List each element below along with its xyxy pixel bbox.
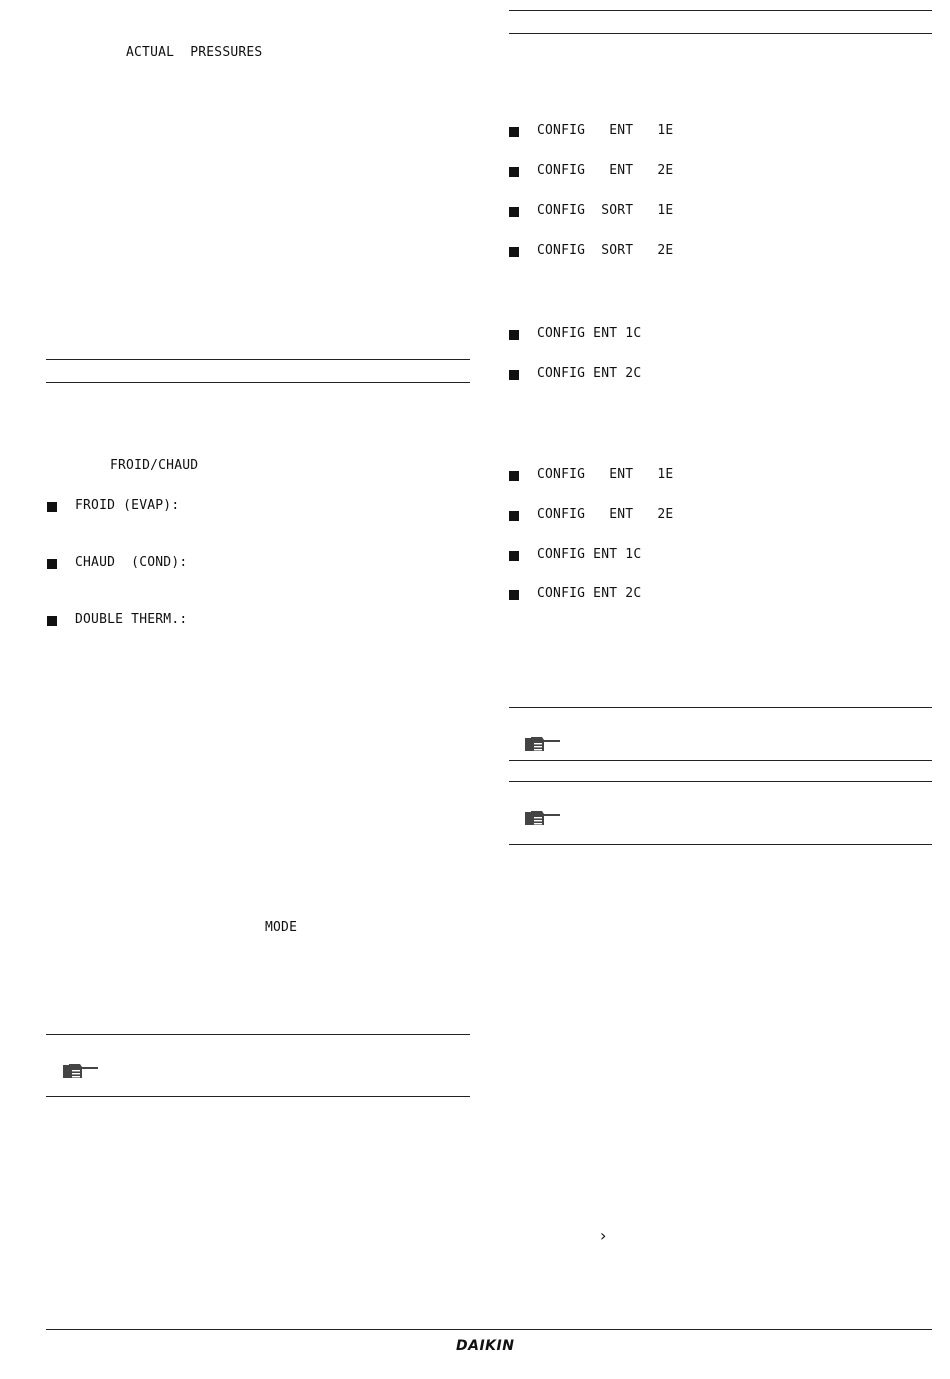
pointing-hand-icon — [524, 807, 562, 829]
config-label: CONFIG ENT 2E — [537, 163, 674, 178]
config-label: CONFIG ENT 2C — [537, 366, 642, 381]
footer-rule — [46, 1329, 932, 1330]
config-label: CONFIG ENT 1E — [537, 123, 674, 138]
note-box-top-rule — [509, 781, 932, 782]
froid-chaud-label: FROID/CHAUD — [110, 458, 199, 473]
square-bullet-icon — [509, 127, 519, 137]
config-label: CONFIG ENT 1C — [537, 547, 642, 562]
pointing-hand-icon — [524, 733, 562, 755]
config-label: CONFIG SORT 1E — [537, 203, 674, 218]
right-rule-second — [509, 33, 932, 34]
config-label: CONFIG ENT 2E — [537, 507, 674, 522]
square-bullet-icon — [509, 207, 519, 217]
actual-pressures-label: ACTUAL PRESSURES — [126, 45, 263, 60]
chevron-right-icon: › — [600, 1226, 607, 1245]
square-bullet-icon — [509, 247, 519, 257]
square-bullet-icon — [47, 616, 57, 626]
note-box-top-rule — [46, 1034, 470, 1035]
square-bullet-icon — [509, 330, 519, 340]
daikin-logo: DAIKIN — [456, 1338, 515, 1354]
config-label: CONFIG ENT 1C — [537, 326, 642, 341]
square-bullet-icon — [509, 471, 519, 481]
square-bullet-icon — [509, 551, 519, 561]
section-rule-bottom — [46, 382, 470, 383]
note-box-bottom-rule — [46, 1096, 470, 1097]
note-box-bottom-rule — [509, 844, 932, 845]
config-label: CONFIG ENT 1E — [537, 467, 674, 482]
square-bullet-icon — [509, 590, 519, 600]
mode-label: MODE — [265, 920, 298, 935]
square-bullet-icon — [509, 511, 519, 521]
note-box-bottom-rule — [509, 760, 932, 761]
square-bullet-icon — [509, 370, 519, 380]
note-box-top-rule — [509, 707, 932, 708]
config-label: CONFIG ENT 2C — [537, 586, 642, 601]
right-rule-top — [509, 10, 932, 11]
double-therm-label: DOUBLE THERM.: — [75, 612, 188, 627]
section-rule-top — [46, 359, 470, 360]
square-bullet-icon — [509, 167, 519, 177]
square-bullet-icon — [47, 559, 57, 569]
chaud-cond-label: CHAUD (COND): — [75, 555, 188, 570]
square-bullet-icon — [47, 502, 57, 512]
config-label: CONFIG SORT 2E — [537, 243, 674, 258]
froid-evap-label: FROID (EVAP): — [75, 498, 180, 513]
pointing-hand-icon — [62, 1060, 100, 1082]
